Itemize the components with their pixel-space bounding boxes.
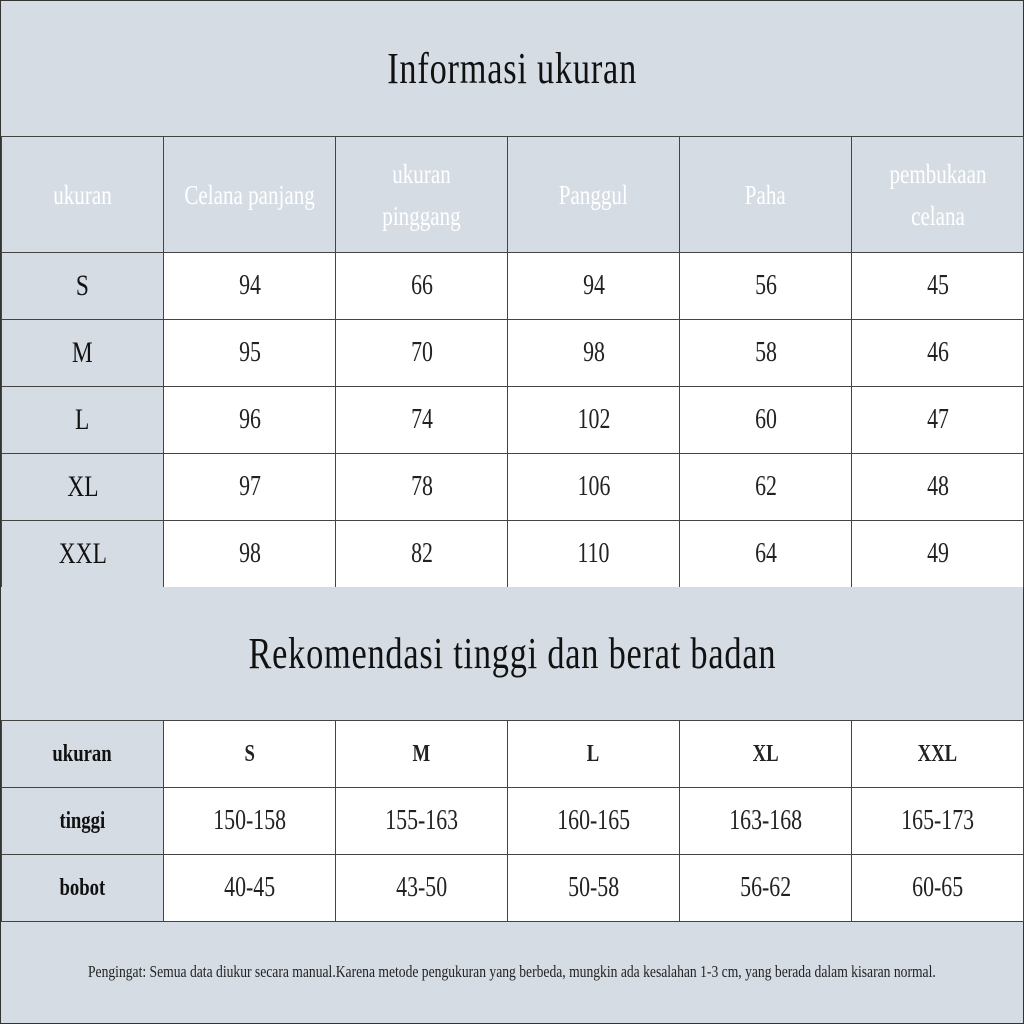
table-cell: 40-45 <box>164 855 336 922</box>
header-pembukaan-celana: pembukaan celana <box>852 137 1024 253</box>
table-cell: 155-163 <box>336 788 508 855</box>
size-label: S <box>2 253 164 320</box>
table-cell: 165-173 <box>852 788 1024 855</box>
size-info-title: Informasi ukuran <box>387 44 637 93</box>
header-paha: Paha <box>680 137 852 253</box>
header-panggul: Panggul <box>508 137 680 253</box>
table-cell: 49 <box>852 521 1024 588</box>
table-row <box>2 721 1024 788</box>
table-cell: 160-165 <box>508 788 680 855</box>
size-label: XXL <box>2 521 164 588</box>
table-cell: 48 <box>852 454 1024 521</box>
table-cell: 150-158 <box>164 788 336 855</box>
table-cell: 58 <box>680 320 852 387</box>
table-cell: 66 <box>336 253 508 320</box>
table-cell: 94 <box>508 253 680 320</box>
table-row <box>2 521 1024 588</box>
table-cell: 62 <box>680 454 852 521</box>
table-cell: 56 <box>680 253 852 320</box>
table-cell: 74 <box>336 387 508 454</box>
size-label: XL <box>2 454 164 521</box>
size-table-header-row <box>2 137 1024 253</box>
size-header-cell: S <box>164 721 336 788</box>
table-cell: 110 <box>508 521 680 588</box>
size-label: M <box>2 320 164 387</box>
table-cell: 50-58 <box>508 855 680 922</box>
table-cell: 98 <box>508 320 680 387</box>
table-row <box>2 387 1024 454</box>
table-cell: 94 <box>164 253 336 320</box>
table-cell: 163-168 <box>680 788 852 855</box>
table-cell: 47 <box>852 387 1024 454</box>
table-row <box>2 454 1024 521</box>
table-cell: 45 <box>852 253 1024 320</box>
table-cell: 60-65 <box>852 855 1024 922</box>
header-ukuran: ukuran <box>2 137 164 253</box>
table-cell: 106 <box>508 454 680 521</box>
size-header-cell: XL <box>680 721 852 788</box>
size-label: L <box>2 387 164 454</box>
table-cell: 82 <box>336 521 508 588</box>
table-cell: 70 <box>336 320 508 387</box>
size-header-cell: M <box>336 721 508 788</box>
table-cell: 97 <box>164 454 336 521</box>
table-row <box>2 855 1024 922</box>
table-cell: 95 <box>164 320 336 387</box>
table-cell: 102 <box>508 387 680 454</box>
table-cell: 56-62 <box>680 855 852 922</box>
row-label-tinggi: tinggi <box>2 788 164 855</box>
size-header-cell: L <box>508 721 680 788</box>
recommendation-table <box>1 720 1024 922</box>
table-row <box>2 253 1024 320</box>
measurement-note: Pengingat: Semua data diukur secara manual.Karena metode pengukuran yang berbeda, mungkin ada kesalahan 1-3 cm, yang berada dalam kisaran normal. <box>88 962 936 981</box>
recommendation-title-band <box>1 587 1023 720</box>
measurement-note-band <box>1 921 1023 1023</box>
size-info-title-band <box>1 1 1023 136</box>
table-cell: 98 <box>164 521 336 588</box>
table-row <box>2 788 1024 855</box>
table-cell: 64 <box>680 521 852 588</box>
row-label-bobot: bobot <box>2 855 164 922</box>
size-header-cell: XXL <box>852 721 1024 788</box>
header-ukuran-pinggang: ukuran pinggang <box>336 137 508 253</box>
recommendation-title: Rekomendasi tinggi dan berat badan <box>248 629 776 678</box>
table-cell: 46 <box>852 320 1024 387</box>
table-cell: 43-50 <box>336 855 508 922</box>
size-table <box>1 136 1024 588</box>
table-cell: 78 <box>336 454 508 521</box>
table-row <box>2 320 1024 387</box>
row-label-ukuran: ukuran <box>2 721 164 788</box>
table-cell: 96 <box>164 387 336 454</box>
header-celana-panjang: Celana panjang <box>164 137 336 253</box>
table-cell: 60 <box>680 387 852 454</box>
